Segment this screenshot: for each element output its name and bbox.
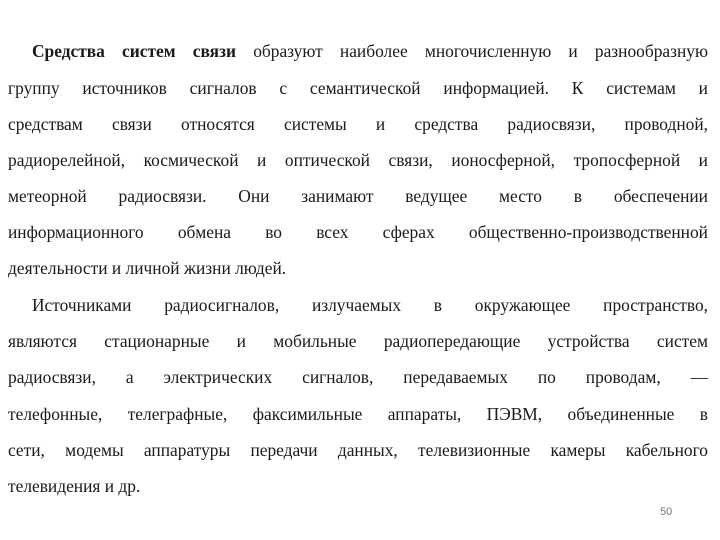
paragraph-1-line-1-rest: образуют наиболее многочисленную и разнообразную bbox=[236, 41, 708, 61]
paragraph-1-line-4: радиорелейной, космической и оптической связи, ионосферной, тропосферной и bbox=[8, 150, 708, 170]
paragraph-2-line-1: Источниками радиосигналов, излучаемых в окружающее пространство, bbox=[32, 295, 708, 315]
paragraph-1-line-1 bbox=[32, 41, 708, 61]
paragraph-2-line-6: телевидения и др. bbox=[8, 476, 141, 496]
paragraph-2-line-4: телефонные, телеграфные, факсимильные аппараты, ПЭВМ, объединенные в bbox=[8, 404, 708, 424]
page-number: 50 bbox=[660, 506, 673, 518]
paragraph-2-line-3: радиосвязи, а электрических сигналов, передаваемых по проводам, — bbox=[8, 367, 708, 387]
paragraph-1-line-5: метеорной радиосвязи. Они занимают ведущее место в обеспечении bbox=[8, 186, 708, 206]
paragraph-2-line-2: являются стационарные и мобильные радиопередающие устройства систем bbox=[8, 331, 708, 351]
paragraph-1-line-6: информационного обмена во всех сферах общественно-производственной bbox=[8, 222, 708, 242]
paragraph-1-line-7: деятельности и личной жизни людей. bbox=[8, 258, 287, 278]
paragraph-2-line-5: сети, модемы аппаратуры передачи данных, телевизионные камеры кабельного bbox=[8, 440, 708, 460]
paragraph-1-line-2: группу источников сигналов с семантической информацией. К системам и bbox=[8, 78, 708, 98]
bold-term: Средства систем связи bbox=[32, 41, 237, 61]
paragraph-1-line-3: средствам связи относятся системы и средства радиосвязи, проводной, bbox=[8, 114, 708, 134]
